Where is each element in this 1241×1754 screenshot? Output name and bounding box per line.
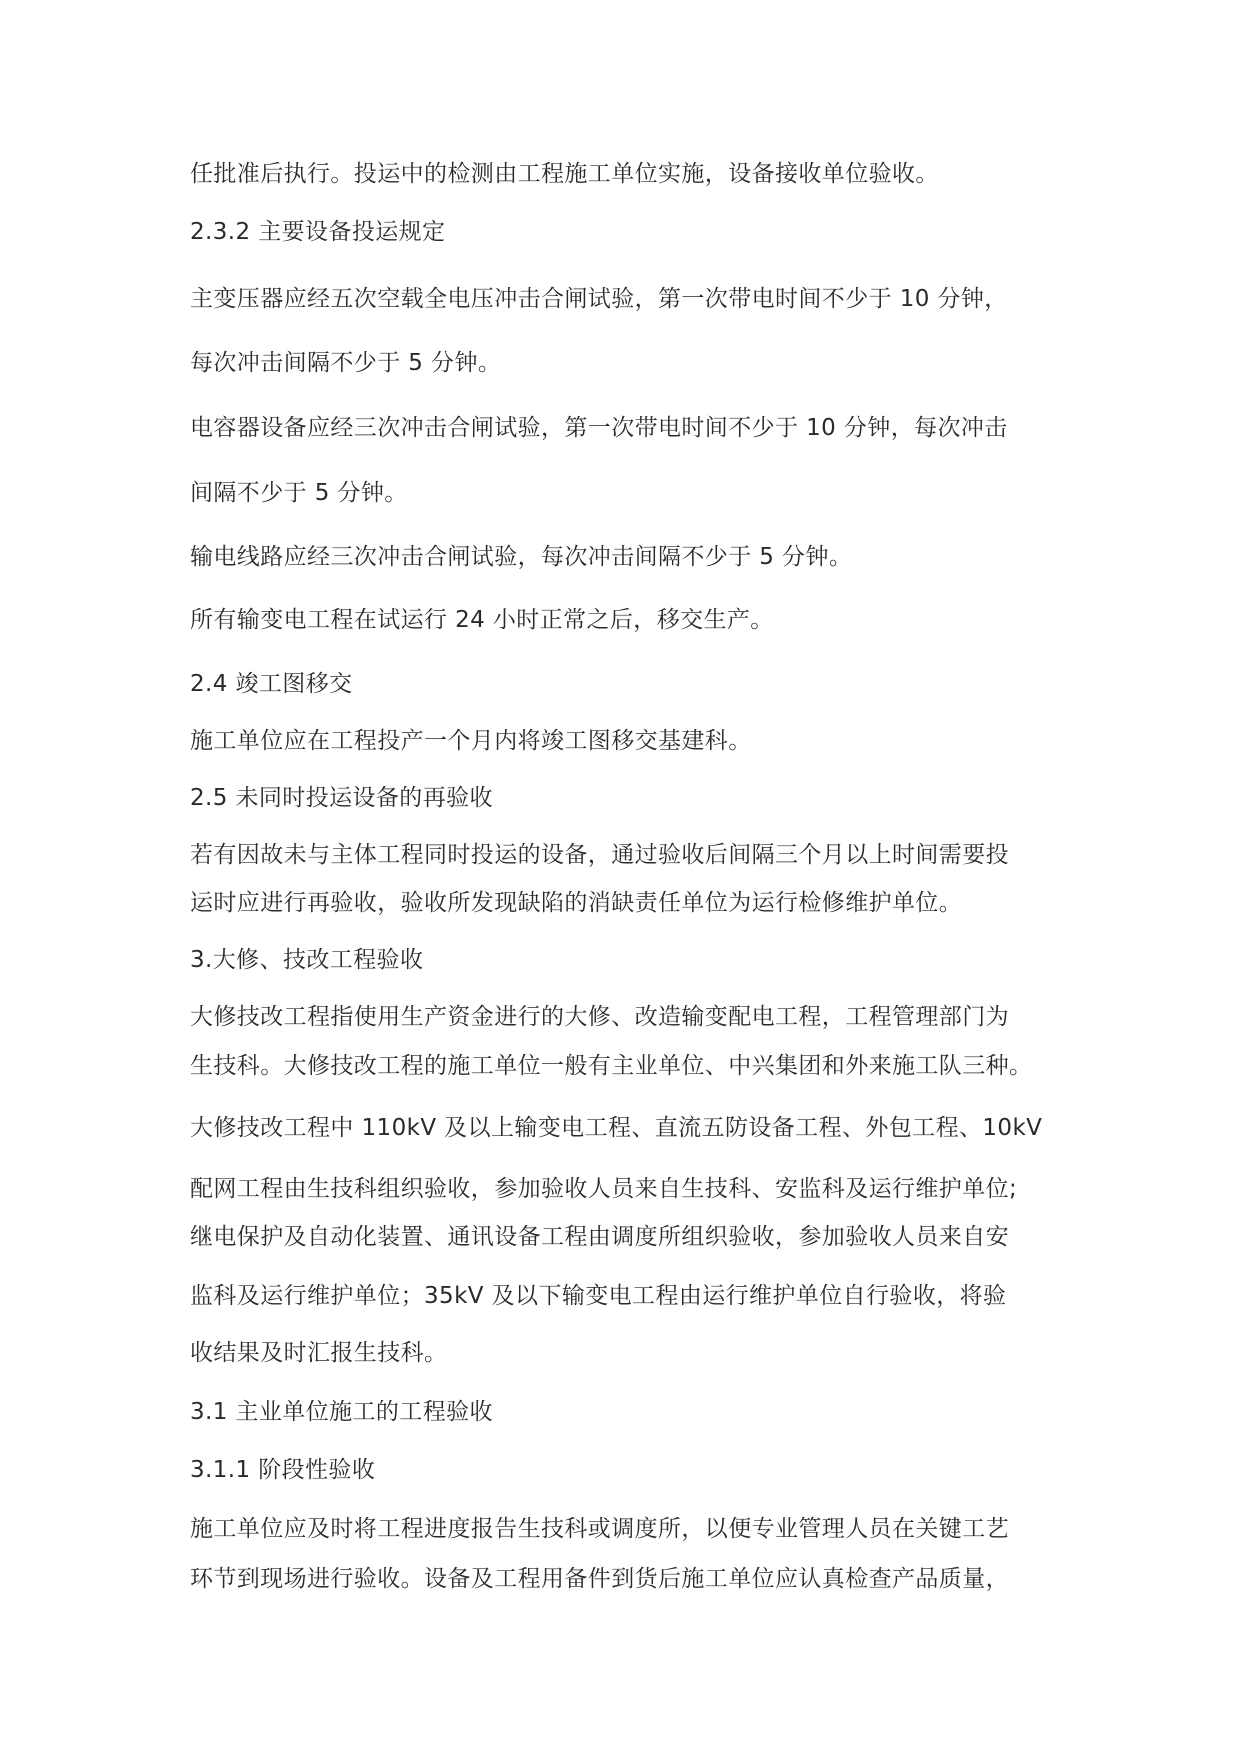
text-line: 每次冲击间隔不少于 5 分钟。 [190, 350, 502, 376]
text-line: 电容器设备应经三次冲击合闸试验，第一次带电时间不少于 10 分钟，每次冲击 [190, 415, 1008, 441]
text-line: 主变压器应经五次空载全电压冲击合闸试验，第一次带电时间不少于 10 分钟， [190, 286, 1008, 312]
text-line: 收结果及时汇报生技科。 [190, 1340, 448, 1366]
section-heading: 2.4 竣工图移交 [190, 671, 353, 697]
text-line: 大修技改工程中 110kV 及以上输变电工程、直流五防设备工程、外包工程、10kV [190, 1115, 1043, 1141]
text-line: 施工单位应及时将工程进度报告生技科或调度所，以便专业管理人员在关键工艺 [190, 1516, 1009, 1542]
text-line: 配网工程由生技科组织验收，参加验收人员来自生技科、安监科及运行维护单位; [190, 1176, 1018, 1202]
text-line: 运时应进行再验收，验收所发现缺陷的消缺责任单位为运行检修维护单位。 [190, 890, 963, 916]
text-line: 所有输变电工程在试运行 24 小时正常之后，移交生产。 [190, 607, 774, 633]
text-line: 生技科。大修技改工程的施工单位一般有主业单位、中兴集团和外来施工队三种。 [190, 1053, 1033, 1079]
text-line: 继电保护及自动化装置、通讯设备工程由调度所组织验收，参加验收人员来自安 [190, 1224, 1009, 1250]
section-heading: 2.5 未同时投运设备的再验收 [190, 785, 493, 811]
section-heading: 3.1.1 阶段性验收 [190, 1457, 376, 1483]
text-line: 输电线路应经三次冲击合闸试验，每次冲击间隔不少于 5 分钟。 [190, 544, 853, 570]
text-line: 环节到现场进行验收。设备及工程用备件到货后施工单位应认真检查产品质量， [190, 1566, 1009, 1592]
text-line: 大修技改工程指使用生产资金进行的大修、改造输变配电工程，工程管理部门为 [190, 1004, 1009, 1030]
section-heading: 3.1 主业单位施工的工程验收 [190, 1399, 493, 1425]
text-line: 施工单位应在工程投产一个月内将竣工图移交基建科。 [190, 728, 752, 754]
text-line: 间隔不少于 5 分钟。 [190, 480, 408, 506]
section-heading: 3.大修、技改工程验收 [190, 947, 424, 973]
section-heading: 2.3.2 主要设备投运规定 [190, 219, 446, 245]
text-line: 若有因故未与主体工程同时投运的设备，通过验收后间隔三个月以上时间需要投 [190, 842, 1009, 868]
text-line: 监科及运行维护单位；35kV 及以下输变电工程由运行维护单位自行验收，将验 [190, 1283, 1007, 1309]
text-line: 任批准后执行。投运中的检测由工程施工单位实施，设备接收单位验收。 [190, 161, 939, 187]
